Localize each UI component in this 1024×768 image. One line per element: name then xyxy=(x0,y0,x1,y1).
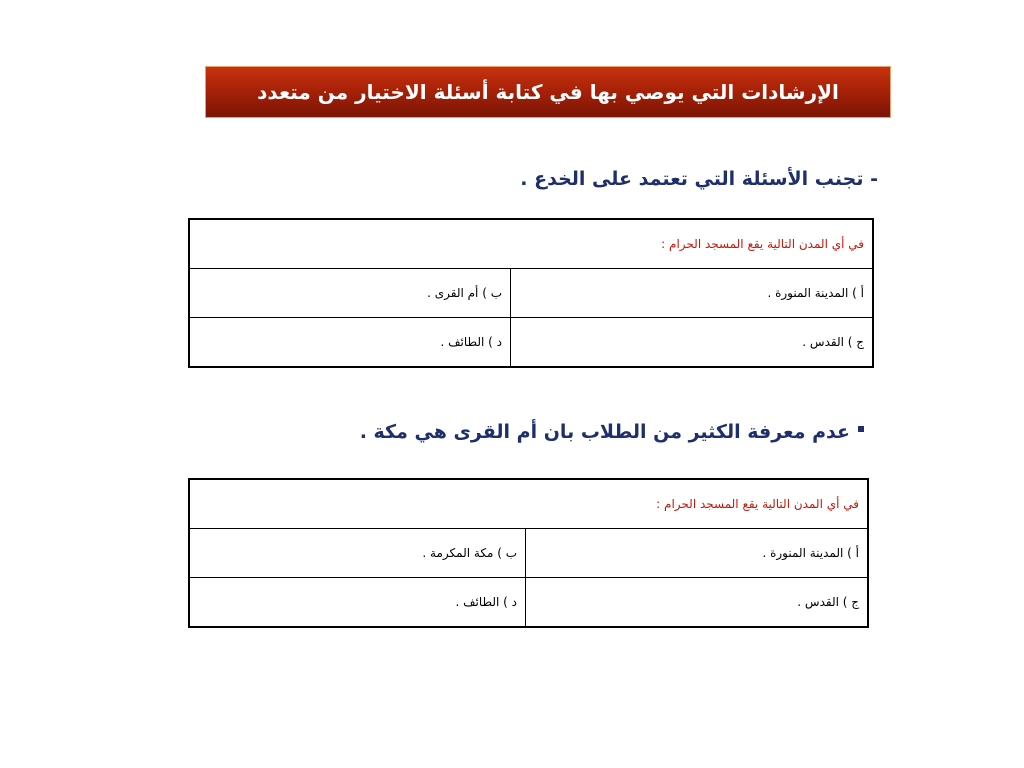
option-b: ب ) مكة المكرمة . xyxy=(189,529,526,578)
slide-title xyxy=(205,66,891,118)
guideline-point-2-text: عدم معرفة الكثير من الطلاب بان أم القرى هي مكة . xyxy=(359,421,850,443)
guideline-point-1: - تجنب الأسئلة التي تعتمد على الخدع . xyxy=(520,168,878,190)
slide-title-text: الإرشادات التي يوصي بها في كتابة أسئلة الاختيار من متعدد xyxy=(257,80,839,104)
table-row xyxy=(189,529,868,578)
guideline-point-2 xyxy=(360,421,864,443)
table-row xyxy=(189,219,873,269)
table-row xyxy=(189,269,873,318)
option-c: ج ) القدس . xyxy=(526,578,869,628)
question-table-1 xyxy=(188,218,874,368)
question-table-2 xyxy=(188,478,869,628)
square-bullet-icon xyxy=(858,426,864,432)
table-row xyxy=(189,578,868,628)
option-d: د ) الطائف . xyxy=(189,578,526,628)
option-b: ب ) أم القرى . xyxy=(189,269,511,318)
option-d: د ) الطائف . xyxy=(189,318,511,368)
option-a: أ ) المدينة المنورة . xyxy=(511,269,874,318)
question-text: في أي المدن التالية يقع المسجد الحرام : xyxy=(189,479,868,529)
option-c: ج ) القدس . xyxy=(511,318,874,368)
table-row xyxy=(189,318,873,368)
option-a: أ ) المدينة المنورة . xyxy=(526,529,869,578)
table-row xyxy=(189,479,868,529)
question-text: في أي المدن التالية يقع المسجد الحرام : xyxy=(189,219,873,269)
